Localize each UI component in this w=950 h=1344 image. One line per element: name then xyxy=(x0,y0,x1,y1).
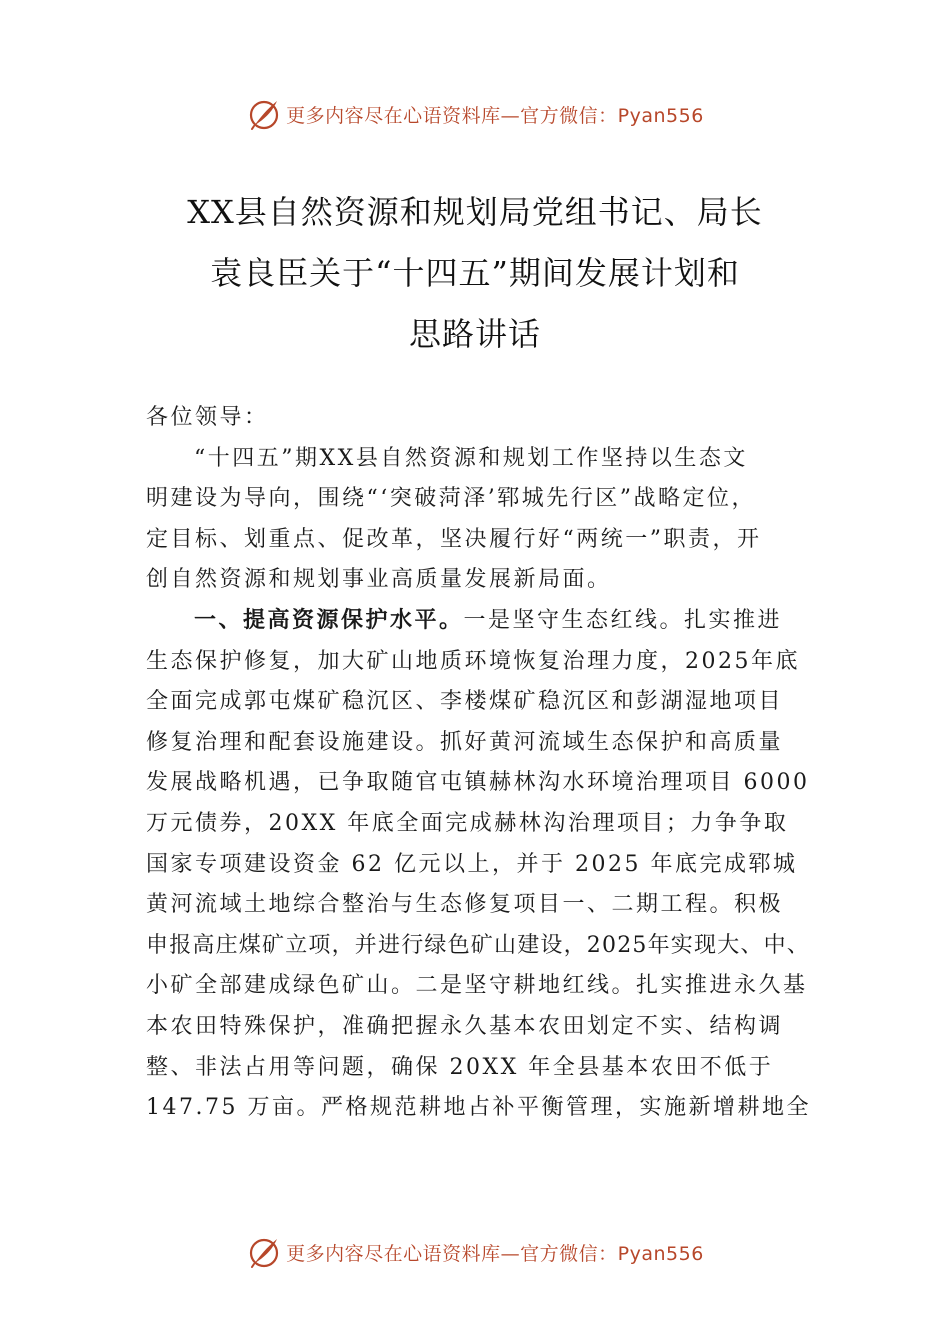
section1-line: 黄河流域土地综合整治与生态修复项目一、二期工程。积极 xyxy=(146,892,784,918)
intro-line: 明建设为导向，围绕“‘突破菏泽’郓城先行区”战略定位， xyxy=(146,486,756,512)
title-line: 袁良臣关于“十四五”期间发展计划和 xyxy=(210,254,740,292)
section1-first-rest: 一是坚守生态红线。扎实推进 xyxy=(463,607,783,633)
section1-line: 生态保护修复，加大矿山地质环境恢复治理力度，2025年底 xyxy=(146,648,800,674)
wechat-id: Pyan556 xyxy=(617,104,704,127)
section-heading: 一、提高资源保护水平。 xyxy=(194,607,464,633)
title-line: 思路讲话 xyxy=(408,315,541,353)
title-line: XX县自然资源和规划局党组书记、局长 xyxy=(187,193,763,231)
section1-line: 发展战略机遇，已争取随官屯镇赫林沟水环境治理项目 6000 xyxy=(146,770,810,796)
section1-line: 国家专项建设资金 62 亿元以上，并于 2025 年底完成郓城 xyxy=(146,851,798,877)
footer-banner xyxy=(0,1232,950,1272)
section1-line: 修复治理和配套设施建设。抓好黄河流域生态保护和高质量 xyxy=(146,729,784,755)
salutation: 各位领导： xyxy=(146,405,269,430)
banner-text: 更多内容尽在心语资料库—官方微信：Pyan556 xyxy=(286,1242,704,1265)
document-title xyxy=(140,182,810,365)
header-banner xyxy=(0,94,950,134)
section1-line: 本农田特殊保护，准确把握永久基本农田划定不实、结构调 xyxy=(146,1013,784,1039)
section1-line: 申报高庄煤矿立项，并进行绿色矿山建设，2025年实现大、中、 xyxy=(146,932,810,958)
section1-line: 147.75 万亩。严格规范耕地占补平衡管理，实施新增耕地全 xyxy=(146,1095,811,1121)
intro-line: 创自然资源和规划事业高质量发展新局面。 xyxy=(146,567,612,593)
section1-line: 小矿全部建成绿色矿山。二是坚守耕地红线。扎实推进永久基 xyxy=(146,973,808,999)
banner-text: 更多内容尽在心语资料库—官方微信：Pyan556 xyxy=(286,104,704,127)
quill-pen-circle-icon xyxy=(246,96,282,132)
intro-line: 定目标、划重点、促改革，坚决履行好“两统一”职责，开 xyxy=(146,526,762,552)
wechat-id: Pyan556 xyxy=(617,1242,704,1265)
section1-line: 万元债券，20XX 年底全面完成赫林沟治理项目；力争争取 xyxy=(146,810,789,836)
quill-pen-circle-icon xyxy=(246,1234,282,1270)
section1-line: 整、非法占用等问题，确保 20XX 年全县基本农田不低于 xyxy=(146,1054,774,1080)
section1-line: 全面完成郭屯煤矿稳沉区、李楼煤矿稳沉区和彭湖湿地项目 xyxy=(146,689,784,715)
section1-first-line xyxy=(146,601,814,642)
intro-line: “十四五”期XX县自然资源和规划工作坚持以生态文 xyxy=(194,445,748,471)
document-body xyxy=(146,398,814,1129)
